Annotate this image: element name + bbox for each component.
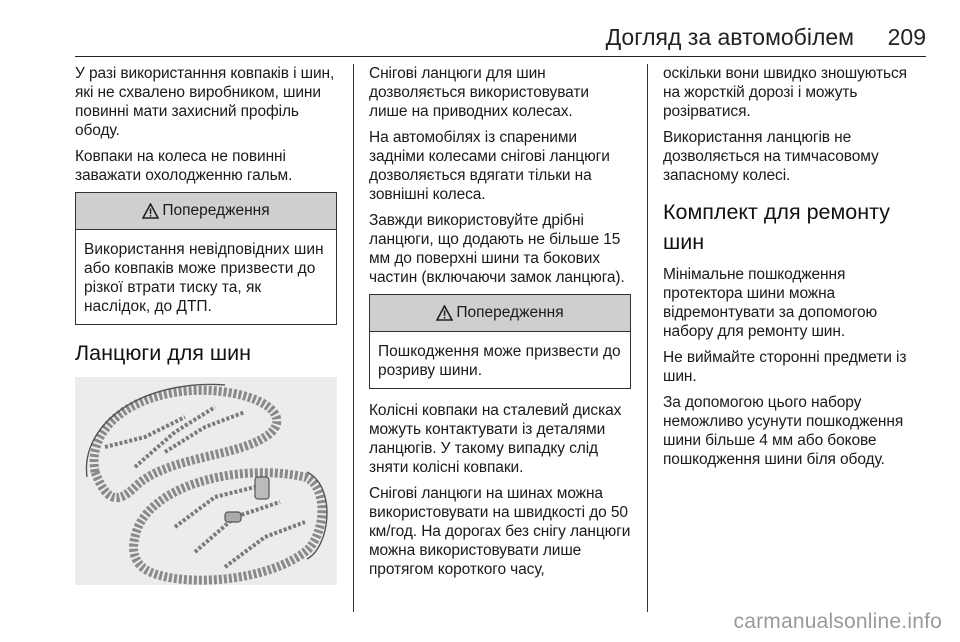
paragraph: Ковпаки на колеса не повинні заважати охолодженню гальм. [75,148,293,184]
tire-chains-icon [75,377,337,585]
paragraph: оскільки вони швидко зношуються на жорсткій дорозі і можуть розірватися. [663,65,907,120]
paragraph: Не виймайте сторонні предмети із шин. [663,349,907,385]
warning-title: Попередження [162,202,270,219]
warning-triangle-icon [436,305,453,321]
column-1 [75,64,337,585]
column-divider-1 [353,64,354,612]
page-number: 209 [887,24,926,50]
paragraph: За допомогою цього набору неможливо усунути пошкодження шини більше 4 мм або бокове пошкодження шини біля ободу. [663,394,904,468]
tire-chains-illustration [75,377,337,585]
warning-box [75,192,337,325]
paragraph: Колісні ковпаки на сталевий дисках можуть контактувати із деталями ланцюгів. У такому випадку слід зняти колісні ковпаки. [369,402,622,476]
warning-triangle-icon [142,203,159,219]
warning-title: Попередження [456,304,564,321]
column-3 [663,64,928,476]
warning-text: Використання невідповідних шин або ковпаків може призвести до різкої втрати тиску та, як наслідок, до ДТП. [84,241,324,315]
warning-box [369,294,631,389]
paragraph: Мінімальне пошкодження протектора шини можна відремонтувати за допомогою набору для ремонту шин. [663,266,878,340]
watermark: carmanualsonline.info [733,610,942,633]
warning-text: Пошкодження може призвести до розриву шини. [378,343,621,379]
header-divider [75,56,926,57]
paragraph: Снігові ланцюги на шинах можна використовувати на швидкості до 50 км/год. На дорогах без снігу ланцюги можна використовувати лише протягом короткого часу, [369,485,631,578]
section-title: Догляд за автомобілем [605,24,854,50]
paragraph: Снігові ланцюги для шин дозволяється використовувати лише на приводних колесах. [369,65,589,120]
paragraph: Завжди використовуйте дрібні ланцюги, що додають не більше 15 мм до поверхні шини та бокових частин (включаючи замок ланцюга). [369,212,625,286]
column-2 [369,64,631,586]
section-heading: Комплект для ремонту шин [663,200,890,254]
warning-header [76,193,336,230]
paragraph: Використання ланцюгів не дозволяється на тимчасовому запасному колесі. [663,129,879,184]
section-heading: Ланцюги для шин [75,341,252,365]
column-divider-2 [647,64,648,612]
paragraph: На автомобілях із спареними задніми колесами снігові ланцюги дозволяється вдягати тільки на зовнішні колеса. [369,129,610,203]
page-header [0,0,960,56]
paragraph: У разі використанння ковпаків і шин, які не схвалено виробником, шини повинні мати захисний профіль ободу. [75,65,335,139]
warning-header [370,295,630,332]
